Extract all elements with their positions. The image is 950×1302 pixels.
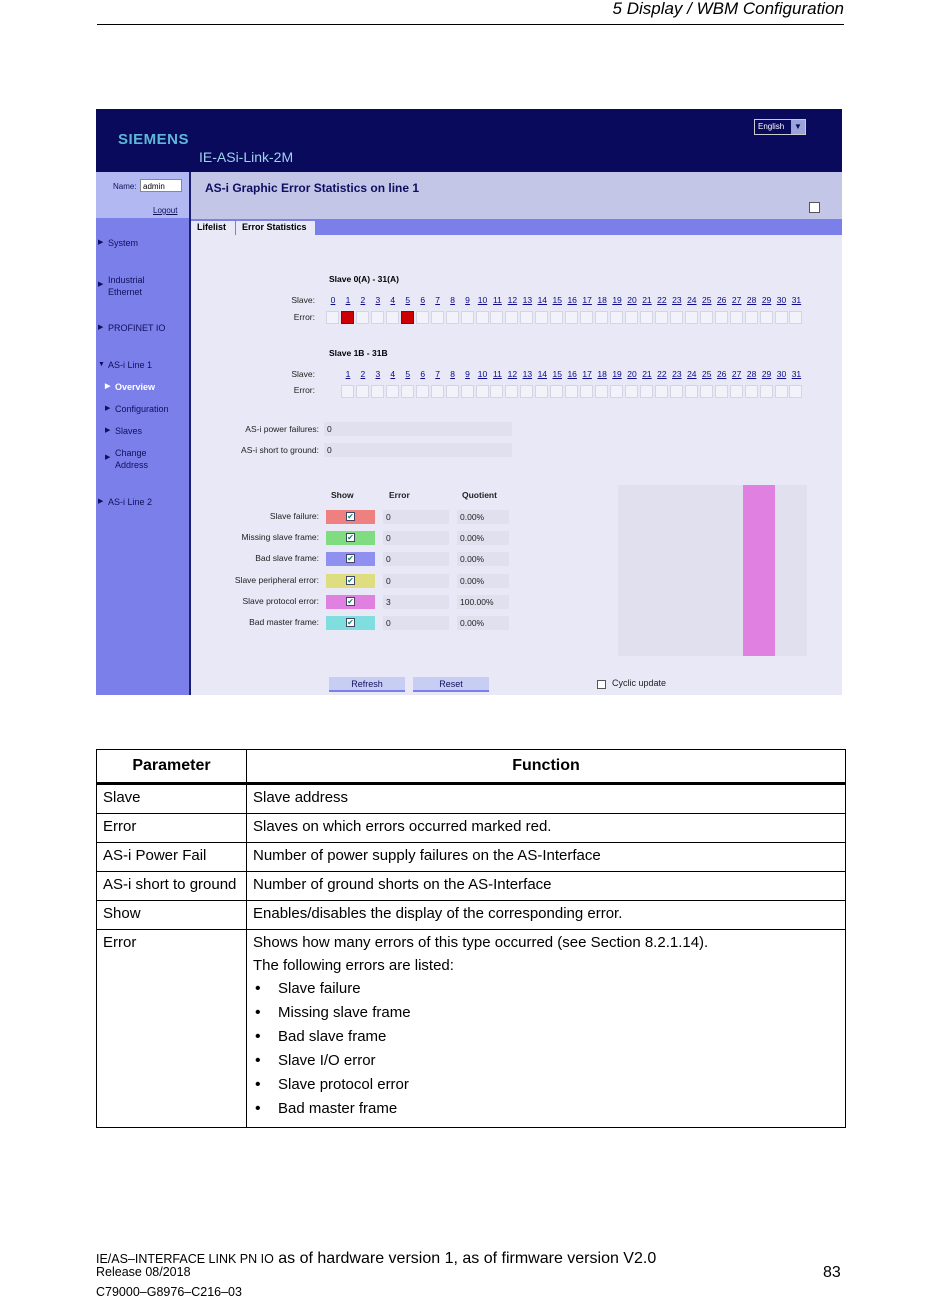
stat-label: Slave peripheral error: [234,574,319,585]
error-header: Error [389,490,410,500]
content-area [191,172,842,695]
slave-link[interactable]: 27 [731,369,742,379]
power-failures-label: AS-i power failures: [245,424,319,434]
show-header: Show [331,490,354,500]
error-count: 0 [383,574,449,588]
param-cell: AS-i Power Fail [97,843,247,872]
error-cell [655,385,668,398]
error-count: 3 [383,595,449,609]
logout-link[interactable]: Logout [153,206,178,215]
slave-link[interactable]: 31 [791,369,802,379]
slave-link[interactable]: 4 [390,295,396,305]
slave-link[interactable]: 10 [477,369,488,379]
error-cell [401,385,414,398]
slave-link[interactable]: 29 [761,295,772,305]
error-cell [371,311,384,324]
sidebar-item-profinet-io[interactable] [98,322,165,334]
print-icon[interactable] [809,202,820,213]
slave-link[interactable]: 5 [405,295,411,305]
slave-link[interactable]: 11 [493,295,502,305]
error-cell [580,385,593,398]
triangle-right-icon: ▶ [105,427,111,434]
slave-link[interactable]: 8 [450,369,455,379]
error-cell [655,311,668,324]
chevron-down-icon[interactable]: ▼ [791,120,805,134]
table-row [97,930,846,1128]
show-checkbox[interactable]: ✔ [347,554,354,564]
slave-link[interactable]: 25 [702,295,712,305]
function-cell: Number of ground shorts on the AS-Interface [247,872,846,901]
error-cell [745,385,758,398]
group-a-title: Slave 0(A) - 31(A) [329,274,399,284]
sidebar-item-overview[interactable] [105,381,155,393]
slave-link[interactable]: 26 [716,295,727,305]
login-panel [96,172,189,218]
sidebar-item-label: System [108,238,139,248]
sidebar [96,172,191,695]
error-cell [685,385,698,398]
refresh-button[interactable]: Refresh [329,677,405,692]
error-cell [505,311,518,324]
slave-link[interactable]: 16 [567,295,577,305]
wbm-screenshot [96,109,842,695]
error-cell [431,385,444,398]
slave-link[interactable]: 28 [746,369,757,379]
stat-label: Bad master frame: [249,617,319,627]
show-checkbox[interactable]: ✔ [347,618,354,627]
slave-link[interactable]: 11 [493,369,502,379]
chart-bar [743,485,775,656]
show-checkbox[interactable]: ✔ [347,596,354,606]
list-item: • Slave failure [253,977,839,1001]
slave-link[interactable]: 10 [477,295,488,305]
error-cell [520,385,533,398]
param-cell: Error [97,930,247,1128]
slave-link[interactable]: 7 [435,369,440,379]
slave-link[interactable]: 17 [582,295,592,305]
slave-link[interactable]: 30 [776,369,787,379]
param-cell: Error [97,814,247,843]
triangle-right-icon: ▶ [105,454,111,461]
sidebar-item-asi-line-2[interactable] [98,496,152,508]
slave-link[interactable]: 23 [672,369,682,379]
error-cell [431,311,444,324]
list-item: • Bad master frame [253,1097,839,1121]
slave-link[interactable]: 31 [791,295,802,305]
error-cell [775,311,788,324]
error-cell [715,385,728,398]
function-text: Shows how many errors of this type occurred (see Section 8.2.1.14). [253,934,709,951]
error-cell [730,385,743,398]
reset-button[interactable]: Reset [413,677,489,692]
error-chart [618,485,807,656]
slave-link[interactable]: 23 [672,295,682,305]
show-color-box [326,552,375,566]
quotient-value: 0.00% [457,510,509,524]
error-cell [610,311,623,324]
sidebar-item-system[interactable] [98,237,138,249]
chapter-title: 5 Display / WBM Configuration [612,0,844,18]
slave-link[interactable]: 3 [375,295,381,305]
quotient-value: 0.00% [457,552,509,566]
parameter-header: Parameter [97,750,247,784]
param-cell: Slave [97,784,247,814]
slave-link[interactable]: 21 [642,369,652,379]
error-cell [789,311,802,324]
param-cell: AS-i short to ground [97,872,247,901]
triangle-right-icon: ▶ [98,498,104,505]
sidebar-item-label: Slaves [115,426,143,436]
sidebar-item-label: PROFINET IO [108,323,166,333]
error-cell [700,385,713,398]
slave-link[interactable]: 4 [390,369,396,379]
quotient-value: 100.00% [457,595,509,609]
top-bar [96,109,842,172]
slave-link[interactable]: 24 [687,295,697,305]
list-item: • Slave protocol error [253,1073,839,1097]
error-count: 0 [383,531,449,545]
error-cell [386,385,399,398]
slave-link[interactable]: 20 [627,369,637,379]
language-value: English [758,122,785,131]
error-cell [341,385,354,398]
slave-link[interactable]: 6 [420,295,426,305]
slave-link[interactable]: 13 [522,295,533,305]
error-cell [535,311,548,324]
slave-link[interactable]: 8 [450,295,455,305]
slave-link[interactable]: 17 [582,369,592,379]
triangle-right-icon: ▶ [105,405,111,412]
siemens-logo: SIEMENS [118,131,190,148]
slave-link[interactable]: 21 [642,295,652,305]
error-cell [386,311,399,324]
error-cell [625,311,638,324]
table-row [97,784,846,814]
list-item: • Bad slave frame [253,1025,839,1049]
stat-label: Slave failure: [269,511,319,521]
sidebar-item-industrial-ethernet[interactable] [98,274,158,298]
language-select[interactable] [754,119,806,135]
function-header: Function [247,750,846,784]
slave-link[interactable]: 15 [552,369,562,379]
group-b-title: Slave 1B - 31B [329,348,388,358]
slave-label: Slave: [291,295,315,305]
triangle-down-icon: ▼ [98,361,105,368]
error-cell [461,385,474,398]
slave-link[interactable]: 1 [345,295,351,305]
error-cell [670,385,683,398]
function-cell: Slave address [247,784,846,814]
slave-link[interactable]: 7 [435,295,440,305]
quotient-value: 0.00% [457,616,509,630]
error-cell [610,385,623,398]
error-cell [490,385,503,398]
error-cell [640,385,653,398]
slave-link[interactable]: 16 [567,369,577,379]
slave-link[interactable]: 22 [657,369,667,379]
error-cell [401,311,414,324]
error-count: 0 [383,510,449,524]
slave-link[interactable]: 9 [465,369,470,379]
error-cell [490,311,503,324]
show-checkbox[interactable]: ✔ [347,533,354,543]
error-cell [565,311,578,324]
sidebar-item-asi-line-1[interactable] [98,359,152,371]
short-to-ground-value: 0 [324,443,512,457]
stat-label: Bad slave frame: [255,553,319,564]
stat-label: Slave protocol error: [242,595,319,606]
error-cell [550,385,563,398]
short-to-ground-label: AS-i short to ground: [241,445,319,455]
slave-link[interactable]: 3 [375,369,381,379]
function-cell [247,930,846,1128]
function-cell: Number of power supply failures on the AS-Interface [247,843,846,872]
error-cell [356,311,369,324]
error-cell [775,385,788,398]
slave-link[interactable]: 24 [687,369,697,379]
error-count: 0 [383,616,449,630]
error-cell [341,311,354,324]
slave-link[interactable]: 14 [537,295,548,305]
slave-link[interactable]: 28 [746,295,757,305]
sidebar-item-configuration[interactable] [105,403,169,415]
slave-link[interactable]: 5 [405,369,411,379]
show-color-box [326,616,375,630]
triangle-right-icon: ▶ [105,383,111,390]
error-label: Error: [293,385,315,395]
slave-link[interactable]: 29 [761,369,772,379]
footer-product-name: IE/AS–INTERFACE LINK PN IO [96,1252,274,1266]
name-label: Name: [113,182,137,191]
product-name: IE-ASi-Link-2M [199,149,294,165]
slave-link[interactable]: 9 [465,295,470,305]
table-row [97,814,846,843]
error-cell [789,385,802,398]
error-cell [670,311,683,324]
sidebar-item-label: Change Address [115,448,149,470]
show-color-box [326,574,375,588]
error-cell [595,311,608,324]
slave-link[interactable]: 6 [420,369,426,379]
slave-link[interactable]: 13 [522,369,533,379]
table-row [97,872,846,901]
footer-doc-number: C79000–G8976–C216–03 [96,1285,242,1299]
show-color-box [326,595,375,609]
error-cell [745,311,758,324]
page-header [97,0,844,25]
list-item: • Missing slave frame [253,1001,839,1025]
slave-link[interactable]: 1 [345,369,351,379]
slave-link[interactable]: 12 [507,295,518,305]
slave-link[interactable]: 30 [776,295,787,305]
function-subtext: The following errors are listed: [253,957,454,974]
error-cell [356,385,369,398]
error-type-list [253,977,839,1121]
slave-link[interactable]: 18 [597,369,607,379]
error-cell [371,385,384,398]
quotient-value: 0.00% [457,574,509,588]
function-cell: Enables/disables the display of the corresponding error. [247,901,846,930]
slave-link[interactable]: 20 [627,295,637,305]
triangle-right-icon: ▶ [98,281,104,288]
error-cell [730,311,743,324]
name-field[interactable]: admin [140,179,182,192]
triangle-right-icon: ▶ [98,239,104,246]
error-cell [446,385,459,398]
cyclic-update-label: Cyclic update [612,678,667,688]
show-checkbox[interactable]: ✔ [347,512,354,521]
parameter-table [96,749,846,1128]
error-cell [461,311,474,324]
table-row [97,843,846,872]
error-cell [505,385,518,398]
error-cell [715,311,728,324]
list-item: • Slave I/O error [253,1049,839,1073]
quotient-value: 0.00% [457,531,509,545]
error-cell [520,311,533,324]
error-count: 0 [383,552,449,566]
error-cell [640,311,653,324]
table-row [97,901,846,930]
error-cell [565,385,578,398]
error-label: Error: [293,312,315,322]
slave-link[interactable]: 12 [507,369,518,379]
error-cell [580,311,593,324]
quotient-header: Quotient [462,490,497,500]
sidebar-item-label: Configuration [115,404,169,414]
footer-release: Release 08/2018 [96,1265,191,1279]
sidebar-item-label: Overview [115,382,156,392]
error-cell [685,311,698,324]
error-cell [760,385,773,398]
error-cell [446,311,459,324]
slave-link[interactable]: 26 [716,369,727,379]
show-checkbox[interactable]: ✔ [347,575,354,585]
page-number: 83 [823,1264,841,1281]
sidebar-item-change-address[interactable] [105,447,155,471]
footer-version: as of hardware version 1, as of firmware version V2.0 [273,1250,657,1267]
error-cell [416,385,429,398]
function-cell: Slaves on which errors occurred marked red. [247,814,846,843]
show-color-box [326,531,375,545]
tab-strip [191,219,842,235]
param-cell: Show [97,901,247,930]
slave-link[interactable]: 19 [612,295,622,305]
error-cell [700,311,713,324]
page-title: AS-i Graphic Error Statistics on line 1 [205,181,420,195]
sidebar-item-label: Industrial Ethernet [108,275,145,297]
slave-link[interactable]: 2 [360,295,366,305]
sidebar-item-label: AS-i Line 2 [108,497,153,507]
error-cell [760,311,773,324]
sidebar-item-slaves[interactable] [105,425,142,437]
power-failures-value: 0 [324,422,512,436]
slave-link[interactable]: 18 [597,295,607,305]
error-cell [625,385,638,398]
slave-label: Slave: [291,369,315,379]
slave-link[interactable]: 19 [612,369,622,379]
error-cell [535,385,548,398]
slave-link[interactable]: 22 [657,295,667,305]
triangle-right-icon: ▶ [98,324,104,331]
error-cell [326,311,339,324]
error-cell [476,311,489,324]
slave-link[interactable]: 15 [552,295,562,305]
slave-link[interactable]: 2 [360,369,366,379]
title-bar [191,172,842,219]
stat-label: Missing slave frame: [241,532,319,543]
slave-link[interactable]: 14 [537,369,548,379]
slave-link[interactable]: 0 [330,295,336,305]
slave-link[interactable]: 25 [702,369,712,379]
show-color-box [326,510,375,524]
slave-link[interactable]: 27 [731,295,742,305]
error-cell [550,311,563,324]
tab-error-statistics[interactable]: Error Statistics [236,221,316,235]
sidebar-item-label: AS-i Line 1 [108,360,153,370]
cyclic-update-checkbox[interactable] [597,680,606,689]
error-cell [416,311,429,324]
error-cell [595,385,608,398]
error-cell [476,385,489,398]
tab-lifelist[interactable]: Lifelist [191,221,236,235]
